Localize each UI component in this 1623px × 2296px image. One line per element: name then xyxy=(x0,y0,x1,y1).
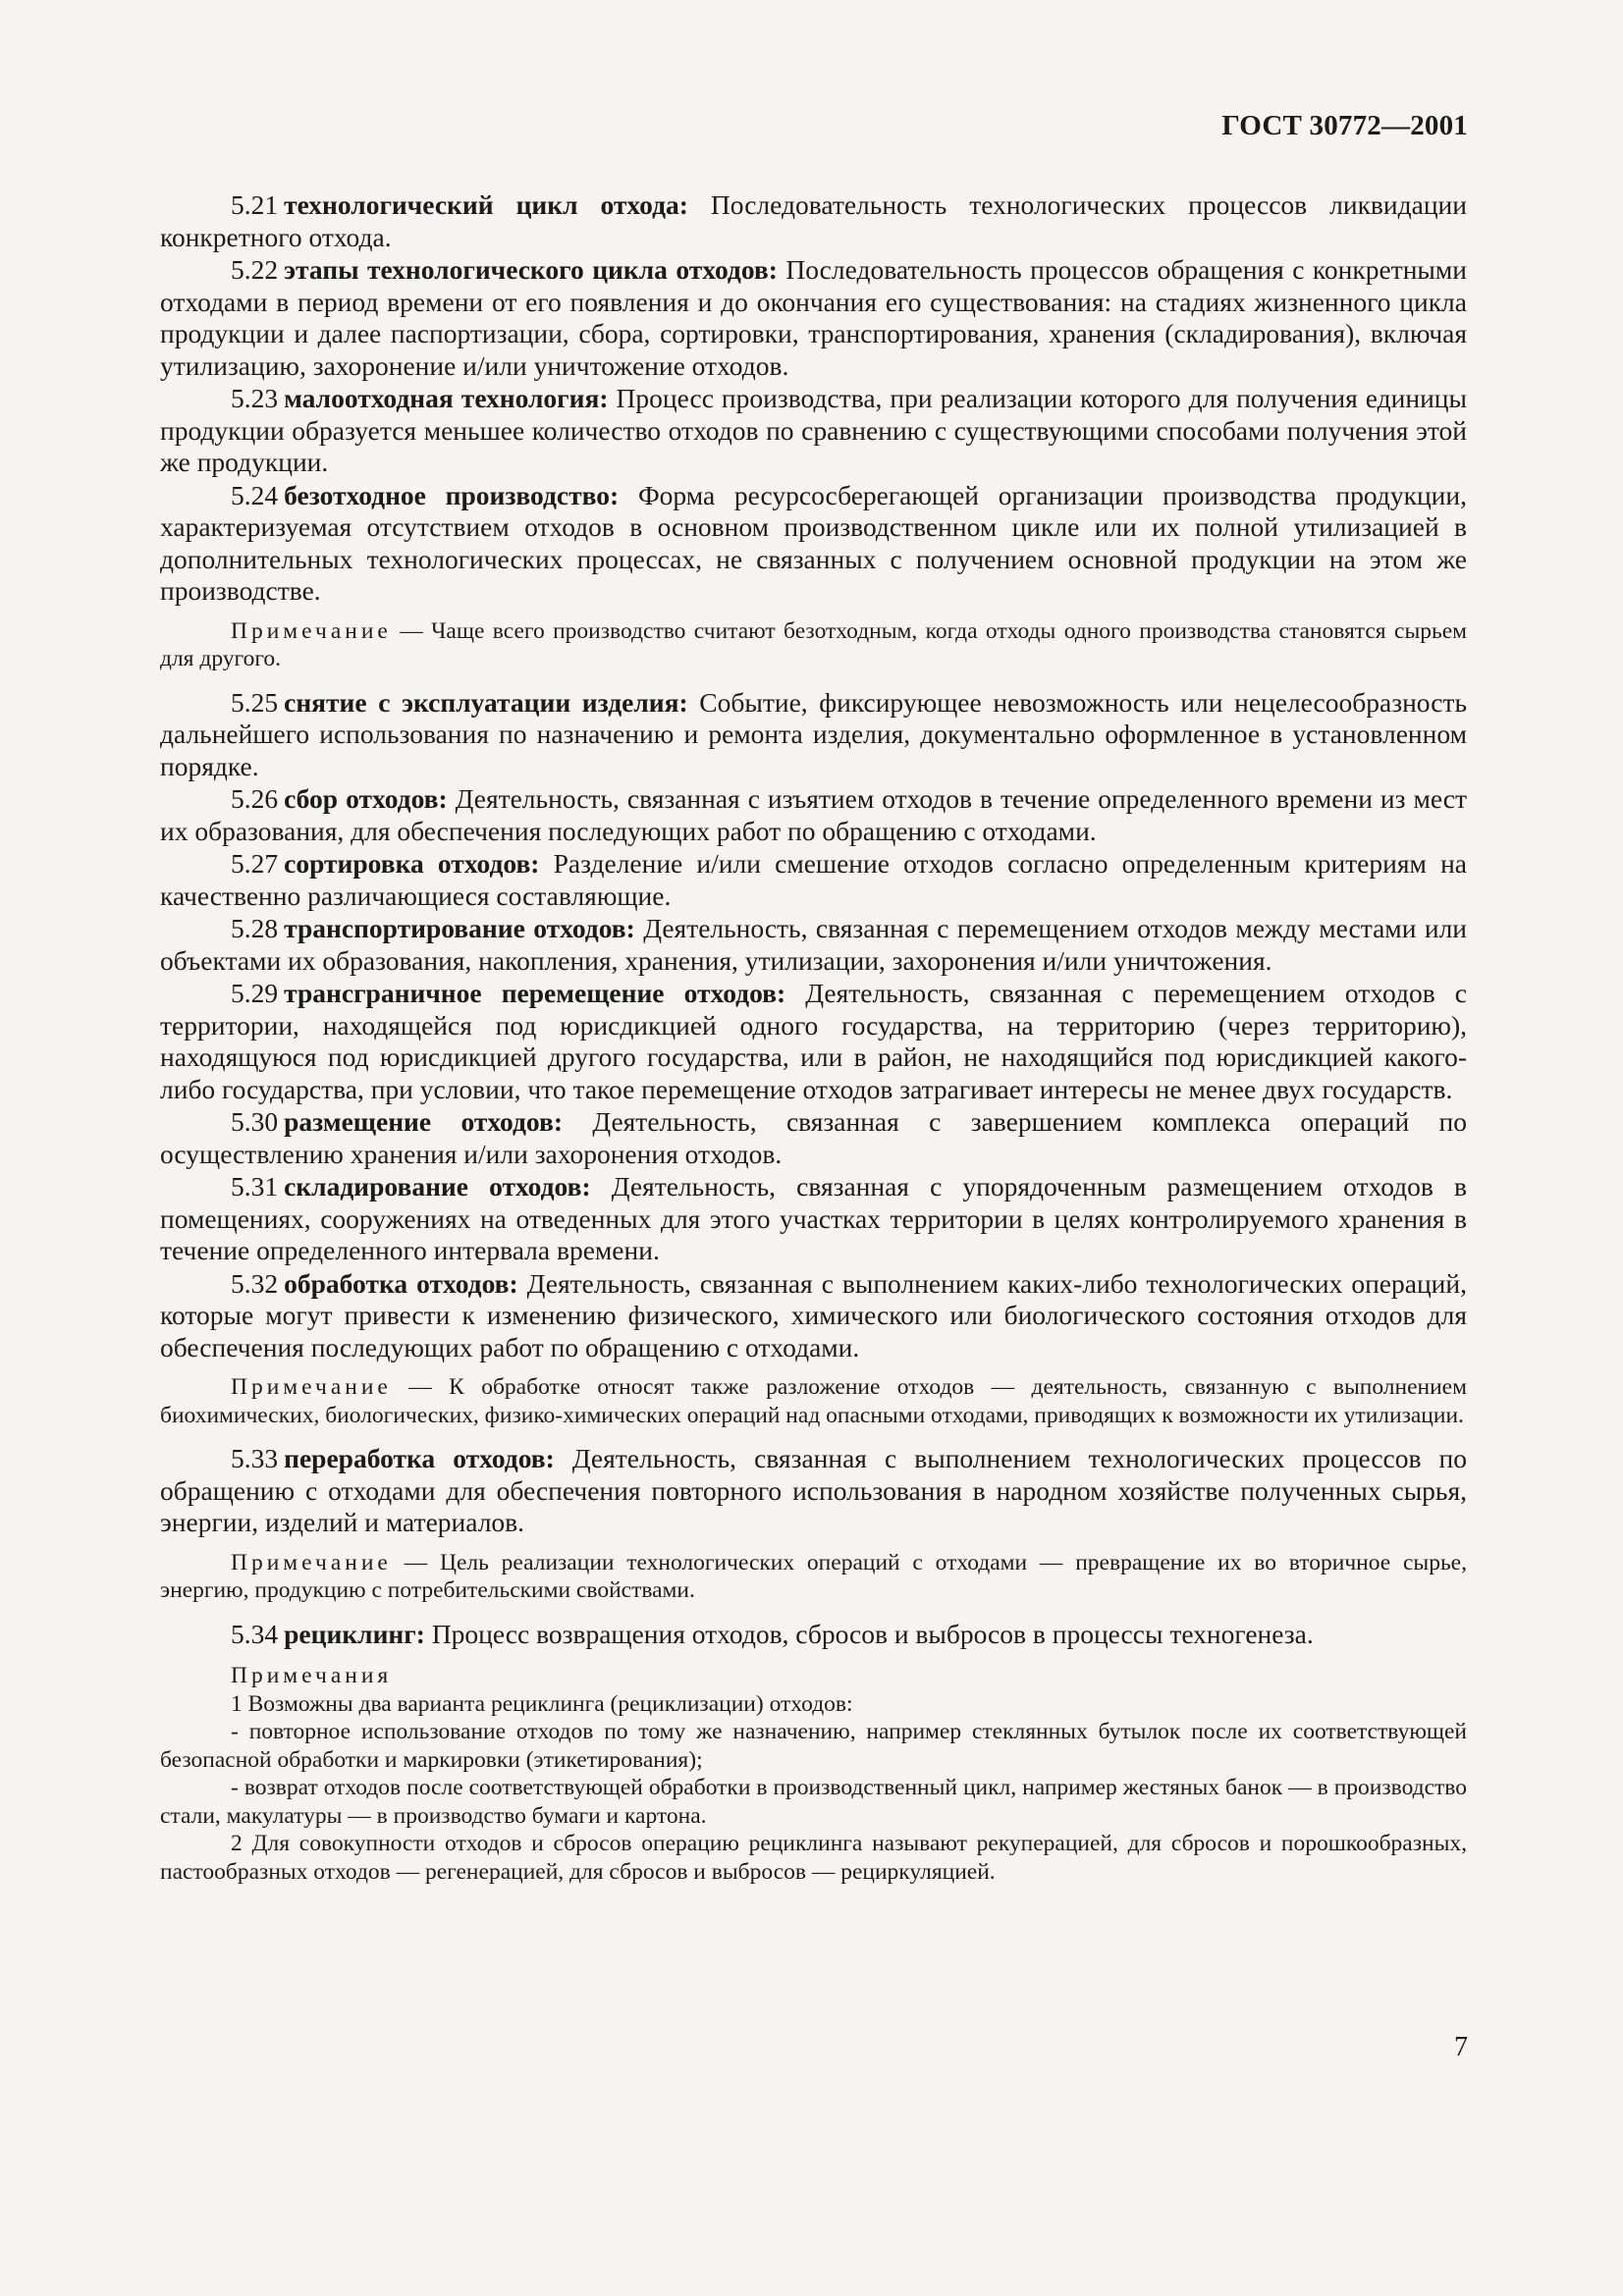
term-number: 5.24 xyxy=(231,479,279,510)
term-number: 5.30 xyxy=(231,1106,279,1137)
term-title: технологический цикл отхода: xyxy=(284,189,688,220)
note-5-33 xyxy=(160,1549,1467,1605)
term-number: 5.28 xyxy=(231,913,279,943)
term-title: обработка отходов: xyxy=(284,1267,518,1299)
term-definition: Деятельность, связанная с упорядоченным размещением отходов в помещениях, сооружениях на отведенных для этого участках территории в целях контролируемого хранения в течение определенного интервала времени. xyxy=(160,1171,1467,1265)
term-title: переработка отходов: xyxy=(284,1443,555,1473)
term-definition: Деятельность, связанная с перемещением отходов между местами или объектами их образования, накопления, хранения, утилизации, захоронения и/или уничтожения. xyxy=(160,913,1468,976)
note-item-2: 2 Для совокупности отходов и сбросов операцию рециклинга называют рекуперацией, для сбросов и порошкообразных, пастообразных отходов — регенерацией, для сбросов и выбросов — рециркуляцией. xyxy=(160,1831,1467,1885)
term-number: 5.21 xyxy=(231,189,279,220)
note-label: Примечание xyxy=(231,617,392,644)
term-5-24 xyxy=(160,480,1467,608)
note-label: Примечание xyxy=(231,1374,392,1400)
term-title: снятие с эксплуатации изделия: xyxy=(284,686,688,718)
term-definition: Событие, фиксирующее невозможность или нецелесообразность дальнейшего использования по назначению и ремонта изделия, документально оформленное в установленном порядке. xyxy=(160,686,1467,781)
term-title: размещение отходов: xyxy=(284,1106,563,1137)
term-number: 5.31 xyxy=(231,1171,279,1201)
note-text: — Чаще всего производство считают безотходным, когда отходы одного производства становятся сырьем для другого. xyxy=(160,617,1467,671)
note-item-1a: - повторное использование отходов по тому же назначению, например стеклянных бутылок после их соответствующей безопасной обработки и маркировки (этикетирования); xyxy=(160,1719,1467,1773)
page-number: 7 xyxy=(1454,2032,1468,2062)
term-definition: Последовательность технологических процессов ликвидации конкретного отхода. xyxy=(160,189,1467,252)
term-5-32 xyxy=(160,1268,1467,1364)
document-id-header: ГОСТ 30772—2001 xyxy=(1221,110,1468,141)
final-notes xyxy=(160,1662,1467,1886)
note-5-32 xyxy=(160,1373,1467,1429)
term-definition: Разделение и/или смешение отходов согласно определенным критериям на качественно различающиеся составляющие. xyxy=(160,848,1467,911)
term-number: 5.29 xyxy=(231,978,279,1008)
term-5-33 xyxy=(160,1443,1467,1539)
term-number: 5.34 xyxy=(231,1618,279,1649)
note-text: — К обработке относят также разложение отходов — деятельность, связанную с выполнением биохимических, биологических, физико-химических операций над опасными отходами, приводящих к возможности их утилизации. xyxy=(160,1374,1467,1428)
term-5-21 xyxy=(160,189,1467,253)
document-body xyxy=(160,189,1467,1886)
term-title: складирование отходов: xyxy=(284,1171,591,1201)
term-definition: Деятельность, связанная с выполнением технологических процессов по обращению с отходами для обеспечения повторного использования в народном хозяйстве полученных сырья, энергии, изделий и материалов. xyxy=(160,1443,1467,1537)
term-definition: Деятельность, связанная с выполнением каких-либо технологических операций, которые могут привести к изменению физического, химического или биологического состояния отходов для обеспечения последующих работ по обращению с отходами. xyxy=(160,1267,1467,1362)
term-definition: Форма ресурсосберегающей организации производства продукции, характеризуемая отсутствием отходов в основном производственном цикле или их полной утилизацией в дополнительных технологических процессах, не связанных с получением основной продукции на этом же производстве. xyxy=(160,479,1467,606)
term-title: безотходное производство: xyxy=(284,479,620,510)
term-title: сортировка отходов: xyxy=(284,848,540,879)
term-number: 5.32 xyxy=(231,1267,279,1299)
term-5-31 xyxy=(160,1171,1467,1267)
term-5-26 xyxy=(160,783,1467,847)
term-title: транспортирование отходов: xyxy=(284,913,635,943)
term-5-25 xyxy=(160,687,1467,783)
term-definition: Процесс возвращения отходов, сбросов и выбросов в процессы техногенеза. xyxy=(424,1618,1314,1649)
note-text: — Цель реализации технологических операций с отходами — превращение их во вторичное сырье, энергию, продукцию с потребительскими свойствами. xyxy=(160,1549,1467,1603)
term-5-22 xyxy=(160,254,1467,382)
note-label: Примечание xyxy=(231,1549,392,1575)
term-5-29 xyxy=(160,978,1467,1105)
term-number: 5.27 xyxy=(231,848,279,879)
term-title: малоотходная технология: xyxy=(284,383,609,413)
term-definition: Деятельность, связанная с изъятием отходов в течение определенного времени из мест их образования, для обеспечения последующих работ по обращению с отходами. xyxy=(160,783,1468,846)
term-5-27 xyxy=(160,848,1467,912)
note-item-1b: - возврат отходов после соответствующей обработки в производственный цикл, например жестяных банок — в производство стали, макулатуры — в производство бумаги и картона. xyxy=(160,1775,1467,1829)
term-definition: Деятельность, связанная с завершением комплекса операций по осуществлению хранения и/или захоронения отходов. xyxy=(160,1106,1467,1169)
note-5-24 xyxy=(160,617,1467,673)
notes-title: Примечания xyxy=(231,1663,393,1688)
term-5-34 xyxy=(160,1619,1467,1651)
term-number: 5.22 xyxy=(231,254,279,285)
term-number: 5.25 xyxy=(231,686,279,718)
term-definition: Последовательность процессов обращения с конкретными отходами в период времени от его появления и до окончания его существования: на стадиях жизненного цикла продукции и далее паспортизации, сбора, сортировки, транспортирования, хранения (складирования), включая утилизацию, захоронение и/или уничтожение отходов. xyxy=(160,254,1468,381)
term-definition: Процесс производства, при реализации которого для получения единицы продукции образуется меньшее количество отходов по сравнению с существующими способами получения этой же продукции. xyxy=(160,383,1467,477)
term-title: этапы технологического цикла отходов: xyxy=(284,254,778,285)
note-item-1: 1 Возможны два варианта рециклинга (рециклизации) отходов: xyxy=(231,1690,853,1717)
term-title: трансграничное перемещение отходов: xyxy=(284,978,786,1008)
term-5-28 xyxy=(160,913,1467,977)
term-number: 5.26 xyxy=(231,783,279,814)
term-definition: Деятельность, связанная с перемещением отходов с территории, находящейся под юрисдикцией одного государства, на территорию (через территорию), находящуюся под юрисдикцией другого государства, или в район, не находящийся под юрисдикцией какого-либо государства, при условии, что такое перемещение отходов затрагивает интересы не менее двух государств. xyxy=(160,978,1467,1104)
term-5-23 xyxy=(160,383,1467,479)
term-number: 5.33 xyxy=(231,1443,279,1473)
term-5-30 xyxy=(160,1106,1467,1170)
term-title: сбор отходов: xyxy=(284,783,448,814)
term-title: рециклинг: xyxy=(284,1618,425,1649)
term-number: 5.23 xyxy=(231,383,279,413)
